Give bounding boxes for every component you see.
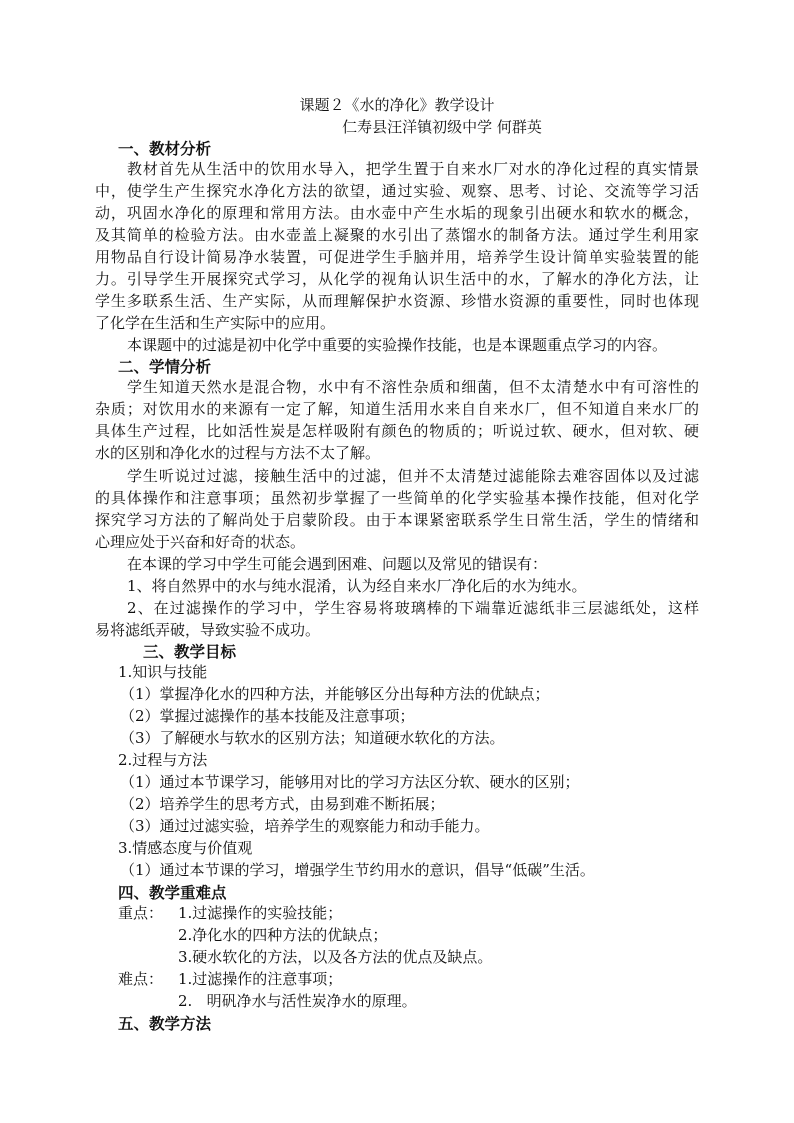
list-item: 1.过滤操作的注意事项； xyxy=(178,970,343,988)
paragraph-line: 教材首先从生活中的饮用水导入，把学生置于自来水厂对水的净化过程的真实情景 xyxy=(127,160,699,178)
paragraph-line: 用物品自行设计简易净水装置，可促进学生手脑并用，培养学生设计简单实验装置的能 xyxy=(95,248,699,266)
list-item: （1）掌握净化水的四种方法，并能够区分出每种方法的优缺点； xyxy=(120,685,550,703)
section-heading-5: 五、教学方法 xyxy=(118,1014,212,1033)
paragraph-line: 中，使学生产生探究水净化方法的欲望，通过实验、观察、思考、讨论、交流等学习活 xyxy=(95,182,699,200)
section-heading-4: 四、教学重难点 xyxy=(118,883,227,902)
section-heading-1: 一、教材分析 xyxy=(118,139,212,158)
list-item: 2、在过滤操作的学习中，学生容易将玻璃棒的下端靠近滤纸非三层滤纸处，这样 xyxy=(127,599,699,617)
list-item: （3）通过过滤实验，培养学生的观察能力和动手能力。 xyxy=(120,817,490,835)
author-line: 仁寿县汪洋镇初级中学 何群英 xyxy=(342,118,542,136)
paragraph-line: 心理应处于兴奋和好奇的状态。 xyxy=(95,533,306,551)
list-item: （2）培养学生的思考方式，由易到难不断拓展； xyxy=(120,795,445,813)
subsection-title: 1.知识与技能 xyxy=(118,663,208,681)
paragraph-line: 了化学在生活和生产实际中的应用。 xyxy=(95,314,336,332)
list-item: 1、将自然界中的水与纯水混淆，认为经自来水厂净化后的水为纯水。 xyxy=(127,577,587,595)
list-item: （1）通过本节课的学习，增强学生节约用水的意识，倡导“低碳”生活。 xyxy=(120,861,595,879)
section-heading-3: 三、教学目标 xyxy=(143,642,237,661)
paragraph-line: 力。引导学生开展探究式学习，从化学的视角认识生活中的水，了解水的净化方法，让 xyxy=(95,270,699,288)
list-item: 2. 明矾净水与活性炭净水的原理。 xyxy=(178,992,417,1010)
paragraph-line: 探究学习方法的了解尚处于启蒙阶段。由于本课紧密联系学生日常生活，学生的情绪和 xyxy=(95,511,699,529)
list-item: 1.过滤操作的实验技能； xyxy=(178,904,343,922)
paragraph-line: 的具体操作和注意事项；虽然初步掌握了一些简单的化学实验基本操作技能，但对化学 xyxy=(95,489,699,507)
list-item: （1）通过本节课学习，能够用对比的学习方法区分软、硬水的区别； xyxy=(120,773,580,791)
list-item: 易将滤纸弄破，导致实验不成功。 xyxy=(95,621,321,639)
document-title: 课题２《水的净化》教学设计 xyxy=(299,96,495,114)
key-points-label: 重点： xyxy=(118,904,164,922)
list-item: （3）了解硬水与软水的区别方法；知道硬水软化的方法。 xyxy=(120,729,505,747)
paragraph-line: 具体生产过程，比如活性炭是怎样吸附有颜色的物质的；听说过软、硬水，但对软、硬 xyxy=(95,422,699,440)
section-heading-2: 二、学情分析 xyxy=(118,357,212,376)
paragraph-line: 水的区别和净化水的过程与方法不太了解。 xyxy=(95,444,381,462)
list-item: 2.净化水的四种方法的优缺点； xyxy=(178,926,388,944)
paragraph-line: 学生听说过过滤，接触生活中的过滤，但并不太清楚过滤能除去难容固体以及过滤 xyxy=(127,467,699,485)
list-item: （2）掌握过滤操作的基本技能及注意事项； xyxy=(120,707,415,725)
paragraph-line: 在本课的学习中学生可能会遇到困难、问题以及常见的错误有： xyxy=(127,555,548,573)
paragraph-line: 杂质；对饮用水的来源有一定了解，知道生活用水来自自来水厂，但不知道自来水厂的 xyxy=(95,400,699,418)
list-item: 3.硬水软化的方法，以及各方法的优点及缺点。 xyxy=(178,948,493,966)
difficult-points-label: 难点： xyxy=(118,970,164,988)
paragraph-line: 及其简单的检验方法。由水壶盖上凝聚的水引出了蒸馏水的制备方法。通过学生利用家 xyxy=(95,226,699,244)
subsection-title: 3.情感态度与价值观 xyxy=(118,839,253,857)
paragraph-line: 动，巩固水净化的原理和常用方法。由水壶中产生水垢的现象引出硬水和软水的概念， xyxy=(95,204,699,222)
subsection-title: 2.过程与方法 xyxy=(118,751,208,769)
paragraph-line: 学生知道天然水是混合物，水中有不溶性杂质和细菌，但不太清楚水中有可溶性的 xyxy=(127,378,699,396)
paragraph-line: 学生多联系生活、生产实际，从而理解保护水资源、珍惜水资源的重要性，同时也体现 xyxy=(95,292,699,310)
paragraph-line: 本课题中的过滤是初中化学中重要的实验操作技能，也是本课题重点学习的内容。 xyxy=(127,336,668,354)
